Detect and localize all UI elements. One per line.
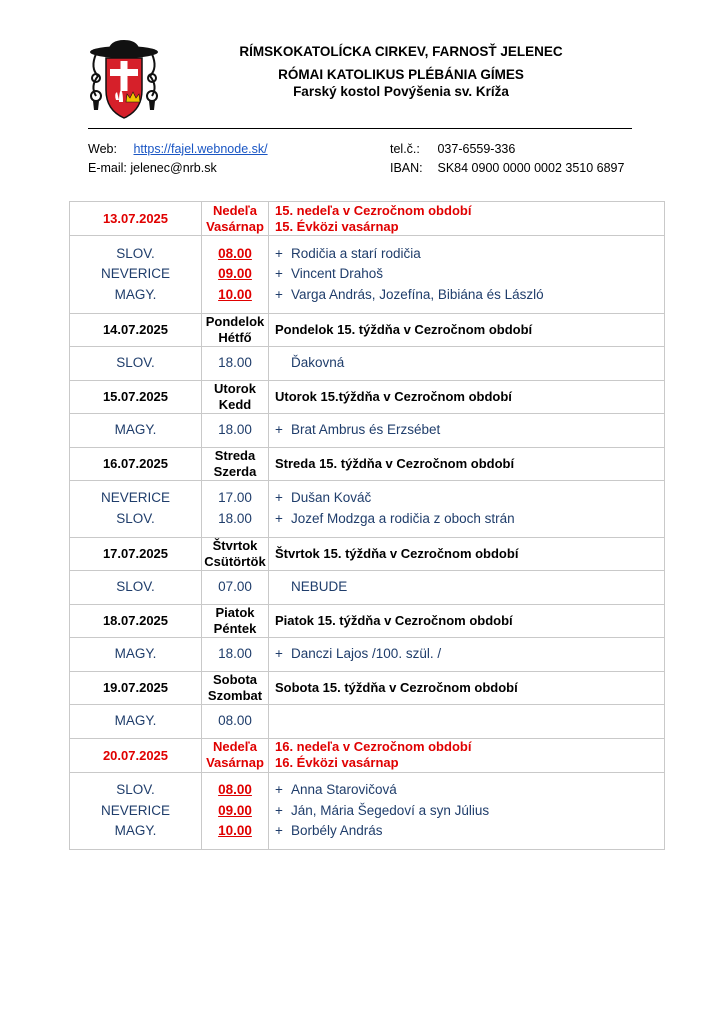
iban-value: SK84 0900 0000 0002 3510 6897 <box>437 161 625 175</box>
mass-locations <box>70 570 202 604</box>
day-name <box>202 313 269 346</box>
day-title <box>269 313 665 346</box>
deceased-cross-icon: + <box>275 421 283 437</box>
day-title <box>269 537 665 570</box>
day-name-sk: Nedeľa <box>212 202 258 218</box>
mass-intention <box>269 711 664 732</box>
liturgical-title: 16. nedeľa v Cezročnom období <box>275 739 472 754</box>
day-name-sk: Pondelok <box>205 313 265 329</box>
day-header-row <box>70 380 665 413</box>
mass-row <box>70 637 665 671</box>
church-name: Farský kostol Povýšenia sv. Kríža <box>293 84 509 99</box>
mass-times <box>202 570 269 604</box>
day-title <box>269 380 665 413</box>
day-name <box>202 447 269 480</box>
mass-intentions <box>269 346 665 380</box>
mass-row <box>70 480 665 537</box>
day-date: 19.07.2025 <box>70 671 202 704</box>
letterhead-text <box>166 44 636 99</box>
day-title <box>269 604 665 637</box>
day-title <box>269 447 665 480</box>
day-date: 14.07.2025 <box>70 313 202 346</box>
liturgical-title: 15. nedeľa v Cezročnom období <box>275 202 472 218</box>
mass-times <box>202 480 269 537</box>
mass-locations <box>70 236 202 314</box>
mass-intention-text: Dušan Kováč <box>291 490 372 505</box>
mass-locations <box>70 704 202 738</box>
deceased-cross-icon: + <box>275 245 283 261</box>
mass-intention <box>269 353 664 374</box>
mass-intention-text: Vincent Drahoš <box>291 266 384 281</box>
mass-intention-text: Danczi Lajos /100. szül. / <box>291 645 442 661</box>
day-name-hu: Péntek <box>213 620 257 636</box>
day-date: 17.07.2025 <box>70 537 202 570</box>
day-name-hu: Vasárnap <box>206 755 264 770</box>
parish-name-sk: RÍMSKOKATOLÍCKA CIRKEV, FARNOSŤ JELENEC <box>239 44 563 59</box>
day-header-row <box>70 738 665 772</box>
day-name-sk: Nedeľa <box>212 739 258 754</box>
deceased-cross-icon: + <box>275 286 283 302</box>
mass-intentions <box>269 704 665 738</box>
day-name-hu: Kedd <box>218 396 252 412</box>
day-name <box>202 671 269 704</box>
mass-intention-text: Anna Starovičová <box>291 782 397 797</box>
mass-intentions <box>269 637 665 671</box>
day-name-hu: Szombat <box>207 687 263 703</box>
mass-locations <box>70 346 202 380</box>
mass-time: 10.00 <box>218 823 252 838</box>
day-date: 15.07.2025 <box>70 380 202 413</box>
email-value: jelenec@nrb.sk <box>130 161 217 175</box>
header-divider <box>88 128 632 129</box>
day-name-sk: Utorok <box>214 380 256 396</box>
day-date: 20.07.2025 <box>70 738 202 772</box>
day-header-row <box>70 604 665 637</box>
mass-intention-text: Borbély András <box>291 823 383 838</box>
liturgical-title: Pondelok 15. týždňa v Cezročnom období <box>275 321 533 337</box>
mass-intention <box>269 801 664 822</box>
mass-location: NEVERICE <box>100 266 171 281</box>
liturgical-title: Utorok 15.týždňa v Cezročnom období <box>275 388 512 404</box>
liturgical-title-hu: 16. Évközi vasárnap <box>275 755 399 770</box>
day-date: 13.07.2025 <box>70 202 202 236</box>
mass-time: 18.00 <box>218 645 252 661</box>
mass-times <box>202 346 269 380</box>
day-name-sk: Piatok <box>215 604 255 620</box>
mass-intention-text: Rodičia a starí rodičia <box>291 245 421 261</box>
mass-intention-text: Jozef Modzga a rodičia z oboch strán <box>291 510 515 526</box>
mass-times <box>202 772 269 850</box>
mass-location: SLOV. <box>116 510 155 526</box>
mass-time: 08.00 <box>218 712 252 728</box>
email-label: E-mail: <box>88 161 127 175</box>
deceased-cross-icon: + <box>275 266 283 281</box>
deceased-cross-icon: + <box>275 645 283 661</box>
mass-intention <box>269 509 664 530</box>
day-name-hu: Hétfő <box>218 329 252 345</box>
mass-location: MAGY. <box>114 823 157 838</box>
mass-location: NEVERICE <box>100 802 171 818</box>
day-name-hu: Szerda <box>213 463 257 479</box>
deceased-cross-icon: + <box>275 510 283 526</box>
mass-intentions <box>269 480 665 537</box>
mass-locations <box>70 480 202 537</box>
mass-intentions <box>269 413 665 447</box>
deceased-cross-icon: + <box>275 782 283 797</box>
mass-intentions <box>269 236 665 314</box>
mass-row <box>70 772 665 850</box>
day-name-sk: Sobota <box>212 671 258 687</box>
mass-row <box>70 346 665 380</box>
web-label: Web: <box>88 142 117 156</box>
day-name <box>202 604 269 637</box>
day-name <box>202 202 269 236</box>
mass-row <box>70 704 665 738</box>
day-header-row <box>70 313 665 346</box>
mass-location: MAGY. <box>114 421 157 437</box>
liturgical-title-hu: 15. Évközi vasárnap <box>275 218 399 234</box>
mass-time: 07.00 <box>218 578 252 594</box>
mass-row <box>70 413 665 447</box>
tel-label: tel.č.: <box>390 142 420 156</box>
mass-location: MAGY. <box>114 712 157 728</box>
mass-intention <box>269 244 664 265</box>
mass-time: 08.00 <box>218 782 252 797</box>
mass-intention-text: Ján, Mária Šegedoví a syn Július <box>291 802 490 818</box>
mass-intentions <box>269 772 665 850</box>
mass-intention-text: Ďakovná <box>291 354 345 370</box>
mass-time: 08.00 <box>218 245 252 261</box>
mass-intention <box>269 488 664 509</box>
mass-time: 18.00 <box>218 421 252 437</box>
day-header-row <box>70 202 665 236</box>
mass-times <box>202 413 269 447</box>
day-name-sk: Streda <box>214 447 256 463</box>
deceased-cross-icon: + <box>275 490 283 505</box>
mass-intentions <box>269 570 665 604</box>
mass-locations <box>70 413 202 447</box>
day-header-row <box>70 537 665 570</box>
mass-schedule-table <box>69 201 665 850</box>
mass-time: 10.00 <box>218 286 252 302</box>
mass-location: SLOV. <box>116 782 155 797</box>
mass-intention <box>269 285 664 306</box>
website-link[interactable]: https://fajel.webnode.sk/ <box>133 142 268 156</box>
mass-location: SLOV. <box>116 578 155 594</box>
day-date: 18.07.2025 <box>70 604 202 637</box>
liturgical-title: Štvrtok 15. týždňa v Cezročnom období <box>275 545 519 561</box>
mass-intention-text: NEBUDE <box>291 578 348 594</box>
liturgical-title: Streda 15. týždňa v Cezročnom období <box>275 455 515 471</box>
mass-locations <box>70 637 202 671</box>
mass-intention <box>269 264 664 285</box>
mass-row <box>70 570 665 604</box>
mass-intention <box>269 644 664 665</box>
mass-locations <box>70 772 202 850</box>
mass-time: 09.00 <box>218 802 252 818</box>
parish-name-hu: RÓMAI KATOLIKUS PLÉBÁNIA GÍMES <box>278 67 524 82</box>
mass-time: 09.00 <box>218 266 252 281</box>
day-title <box>269 671 665 704</box>
mass-time: 17.00 <box>218 490 252 505</box>
mass-location: MAGY. <box>114 286 157 302</box>
mass-intention-text: Varga András, Jozefína, Bibiána és László <box>291 286 544 302</box>
day-date: 16.07.2025 <box>70 447 202 480</box>
mass-intention <box>269 821 664 842</box>
day-header-row <box>70 447 665 480</box>
mass-location: MAGY. <box>114 645 157 661</box>
mass-times <box>202 704 269 738</box>
day-name <box>202 537 269 570</box>
mass-intention-text: Brat Ambrus és Erzsébet <box>291 421 441 437</box>
iban-label: IBAN: <box>390 161 423 175</box>
deceased-cross-icon: + <box>275 802 283 818</box>
parish-coat-of-arms-icon <box>88 38 160 120</box>
mass-time: 18.00 <box>218 510 252 526</box>
day-title <box>269 738 665 772</box>
day-title <box>269 202 665 236</box>
mass-row <box>70 236 665 314</box>
mass-times <box>202 637 269 671</box>
mass-location: NEVERICE <box>100 490 171 505</box>
day-name-hu: Csütörtök <box>204 553 266 569</box>
day-header-row <box>70 671 665 704</box>
contact-block <box>88 140 648 178</box>
day-name-sk: Štvrtok <box>212 537 258 553</box>
day-name-hu: Vasárnap <box>206 218 264 234</box>
deceased-cross-icon: + <box>275 823 283 838</box>
mass-intention <box>269 780 664 801</box>
mass-times <box>202 236 269 314</box>
letterhead <box>88 38 633 128</box>
mass-time: 18.00 <box>218 354 252 370</box>
mass-location: SLOV. <box>116 245 155 261</box>
liturgical-title: Sobota 15. týždňa v Cezročnom období <box>275 679 518 695</box>
day-name <box>202 380 269 413</box>
tel-value: 037-6559-336 <box>437 142 516 156</box>
mass-intention <box>269 420 664 441</box>
day-name <box>202 738 269 772</box>
liturgical-title: Piatok 15. týždňa v Cezročnom období <box>275 612 513 628</box>
mass-intention <box>269 577 664 598</box>
mass-location: SLOV. <box>116 354 155 370</box>
